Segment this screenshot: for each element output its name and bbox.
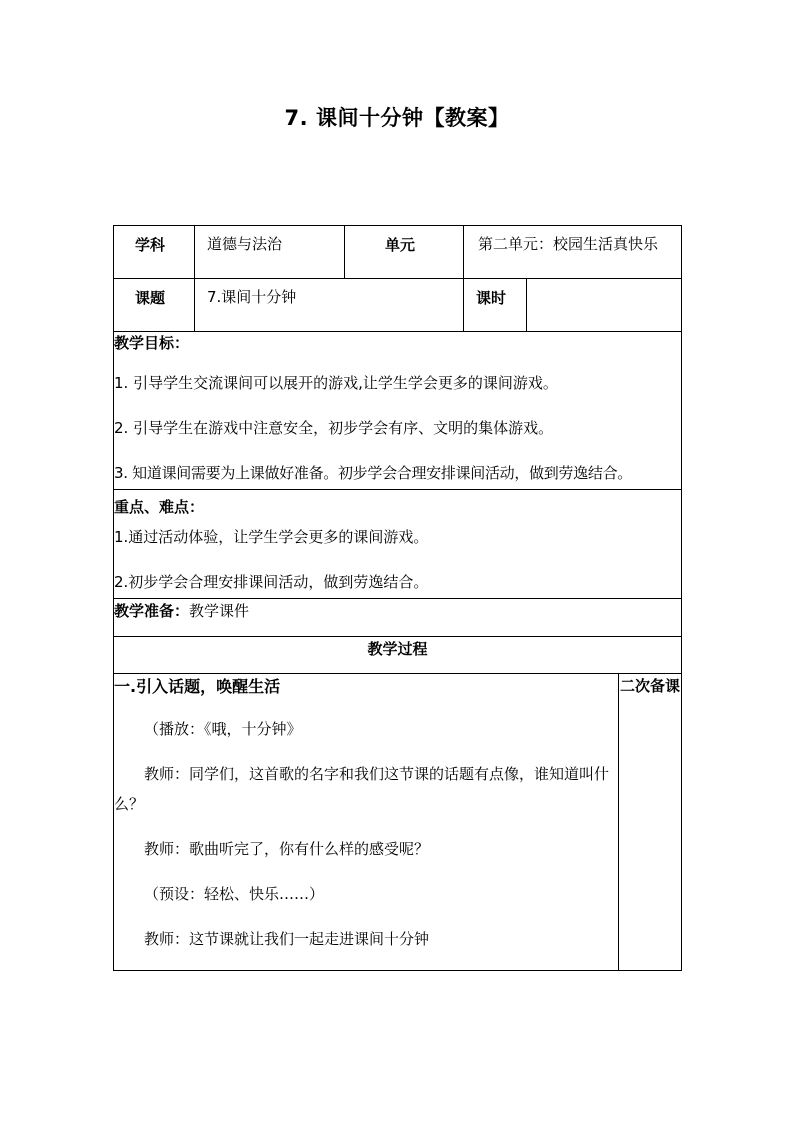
key-point-item: 1.通过活动体验，让学生学会更多的课间游戏。 bbox=[114, 528, 429, 546]
key-points-title: 重点、难点： bbox=[114, 498, 205, 516]
preparation-value: 教学课件 bbox=[189, 602, 250, 620]
process-paragraph: 教师：同学们，这首歌的名字和我们这节课的话题有点像，谁知道叫什么？ bbox=[114, 765, 610, 813]
objective-item: 2. 引导学生在游戏中注意安全，初步学会有序、文明的集体游戏。 bbox=[114, 419, 554, 437]
process-title: 教学过程 bbox=[114, 637, 682, 674]
process-content bbox=[114, 674, 619, 971]
process-section-title: 一.引入话题，唤醒生活 bbox=[114, 677, 281, 696]
subject-value: 道德与法治 bbox=[195, 226, 345, 279]
preparation-section bbox=[114, 599, 682, 637]
document-title: 7. 课间十分钟【教案】 bbox=[284, 106, 510, 130]
subject-label: 学科 bbox=[114, 226, 195, 279]
process-row bbox=[114, 674, 682, 971]
header-row-subject bbox=[114, 226, 682, 279]
header-row-topic bbox=[114, 279, 682, 332]
preparation-label: 教学准备： bbox=[114, 602, 190, 620]
lesson-plan-table bbox=[113, 225, 682, 971]
period-label: 课时 bbox=[464, 279, 527, 332]
second-prep-column bbox=[619, 674, 682, 971]
objectives-section bbox=[114, 332, 682, 490]
topic-label: 课题 bbox=[114, 279, 195, 332]
objective-item: 3. 知道课间需要为上课做好准备。初步学会合理安排课间活动，做到劳逸结合。 bbox=[114, 464, 632, 482]
key-point-item: 2.初步学会合理安排课间活动，做到劳逸结合。 bbox=[114, 573, 429, 591]
period-value bbox=[527, 279, 682, 332]
process-header-row bbox=[114, 637, 682, 674]
objectives-row bbox=[114, 332, 682, 490]
unit-value: 第二单元：校园生活真快乐 bbox=[464, 226, 682, 279]
objectives-title: 教学目标： bbox=[114, 334, 190, 352]
key-points-section bbox=[114, 490, 682, 599]
process-paragraph: （预设：轻松、快乐……） bbox=[144, 885, 325, 903]
second-prep-title: 二次备课 bbox=[620, 677, 681, 695]
preparation-row bbox=[114, 599, 682, 637]
unit-label: 单元 bbox=[345, 226, 464, 279]
process-paragraph: 教师：这节课就让我们一起走进课间十分钟 bbox=[144, 930, 430, 948]
topic-value: 7.课间十分钟 bbox=[195, 279, 464, 332]
process-paragraph: （播放：《哦，十分钟》 bbox=[144, 720, 302, 738]
key-points-row bbox=[114, 490, 682, 599]
process-paragraph: 教师：歌曲听完了，你有什么样的感受呢？ bbox=[144, 840, 430, 858]
objective-item: 1. 引导学生交流课间可以展开的游戏,让学生学会更多的课间游戏。 bbox=[114, 374, 558, 392]
